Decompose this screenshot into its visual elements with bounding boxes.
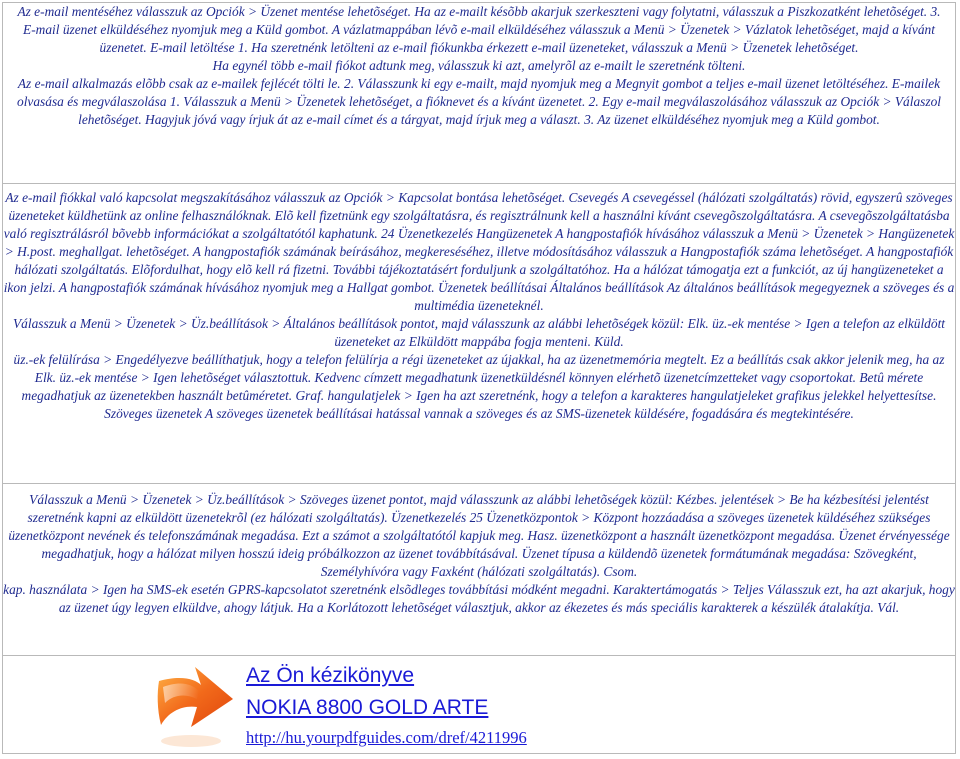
- divider: [3, 655, 955, 656]
- orange-arrow-icon: [155, 665, 235, 751]
- paragraph: üz.-ek felülírása > Engedélyezve beállíthatjuk, hogy a telefon felülírja a régi üzeneteket az újakkal, ha az üzenetmemória megtelt. Ez a beállítás csak akkor jelenik meg, ha az Elk. üz.-ek mentése > Igen lehetõséget választottuk. Kedvenc címzett megadhatunk üzenetküldésnél könnyen elérhetõ üzenetcímzetteket vagy csoportokat. Betû mérete megadhatjuk az üzenetekben használt betûméretet. Graf. hangulatjelek > Igen ha azt szeretnénk, hogy a telefon a karakteres hangulatjeleket grafikus jelekkel helyettesítse. Szöveges üzenetek A szöveges üzenetek beállításai hatással vannak a szöveges és az SMS-üzenetek küldésére, fogadására és megtekintésére.: [13, 352, 945, 421]
- section-email: [3, 3, 955, 129]
- footer-links: [246, 661, 527, 749]
- divider: [3, 183, 955, 184]
- section-chat-voicemail-settings: [3, 189, 955, 423]
- divider: [3, 483, 955, 484]
- paragraph: Válasszuk a Menü > Üzenetek > Üz.beállítások > Általános beállítások pontot, majd válasszunk az alábbi lehetõségek közül: Elk. üz.-ek mentése > Igen a telefon az elküldött üzeneteket az Elküldött mappába fogja menteni. Küld.: [12, 316, 946, 349]
- footer: [3, 657, 955, 755]
- paragraph: Az e-mail fiókkal való kapcsolat megszakításához válasszuk az Opciók > Kapcsolat bontása lehetõséget. Csevegés A csevegéssel (hálózati szolgáltatás) rövid, egyszerû szöveges üzeneteket küldhetünk az online felhasználóknak. Elõ kell fizetnünk egy szolgáltatásra, és regisztrálnunk kell a használni kívánt csevegõszolgáltatásra. A csevegõszolgáltatásba való regisztrálásról bõvebb információkat a szolgáltatótól kaphatunk. 24 Üzenetkezelés Hangüzenetek A hangpostafiók hívásához válasszuk a Menü > Üzenetek > Hangüzenetek > H.post. meghallgat. lehetõséget. A hangpostafiók számának beírásához, megkereséséhez, illetve módosításához válasszuk a Hangpostafiók száma lehetõséget. A hangpostafiók hálózati szolgáltatás. Elõfordulhat, hogy elõ kell rá fizetni. További tájékoztatásért forduljunk a szolgáltatóhoz. Ha a hálózat támogatja ezt a funkciót, az új hangüzeneteket a ikon jelzi. A hangpostafiók számának hívásához nyomjuk meg a Hallgat gombot. Üzenetek beállításai Általános beállítások Az általános beállítások megegyeznek a szöveges és a multimédia üzeneteknél.: [3, 190, 955, 313]
- paragraph: E-mail üzenet elküldéséhez nyomjuk meg a Küld gombot. A vázlatmappában lévõ e-mail elküldéséhez válasszuk a Menü > Üzenetek > Vázlatok lehetõséget, majd a kívánt üzenetet. E-mail letöltése 1. Ha szeretnénk letölteni az e-mail fiókunkba érkezett e-mail üzeneteket, válasszuk a Menü > Üzenetek lehetõséget.: [23, 22, 935, 55]
- paragraph: Ha egynél több e-mail fiókot adtunk meg, válasszuk ki azt, amelyrõl az e-mailt le szeretnénk tölteni.: [212, 58, 746, 73]
- paragraph: Az e-mail alkalmazás elõbb csak az e-mailek fejlécét tölti le. 2. Válasszunk ki egy e-mailt, majd nyomjuk meg a Megnyit gombot a teljes e-mail üzenet letöltéséhez. E-mailek olvasása és megválaszolása 1. Válasszuk a Menü > Üzenetek lehetõséget, a fióknevet és a kívánt üzenetet. 2. Egy e-mail megválaszolásához válasszuk az Opciók > Válaszol lehetõséget. Hagyjuk jóvá vagy írjuk át az e-mail címet és a tárgyat, majd írjuk meg a választ. 3. Az üzenet elküldéséhez nyomjuk meg a Küld gombot.: [17, 76, 941, 127]
- paragraph: kap. használata > Igen ha SMS-ek esetén GPRS-kapcsolatot szeretnénk elsõdleges továbbítási módként megadni. Karaktertámogatás > Teljes Válasszuk ezt, ha azt akarjuk, hogy az üzenet úgy legyen elküldve, ahogy látjuk. Ha a Korlátozott lehetõséget választjuk, akkor az ékezetes és más speciális karakterek a készülék átalakítja. Vál.: [3, 582, 955, 615]
- product-link[interactable]: NOKIA 8800 GOLD ARTE: [246, 696, 489, 719]
- manual-link[interactable]: Az Ön kézikönyve: [246, 664, 415, 687]
- url-link[interactable]: http://hu.yourpdfguides.com/dref/4211996: [246, 728, 527, 747]
- section-text-message-settings: [3, 491, 955, 617]
- page-frame: [2, 2, 956, 754]
- paragraph: Az e-mail mentéséhez válasszuk az Opciók > Üzenet mentése lehetõséget. Ha az e-mailt késõbb akarjuk szerkeszteni vagy folytatni, válasszuk a Piszkozatként lehetõséget. 3.: [17, 4, 941, 19]
- paragraph: Válasszuk a Menü > Üzenetek > Üz.beállítások > Szöveges üzenet pontot, majd válasszunk az alábbi lehetõségek közül: Kézbes. jelentések > Be ha kézbesítési jelentést szeretnénk kapni az elküldött üzenetekrõl (ez hálózati szolgáltatás). Üzenetkezelés 25 Üzenetközpontok > Központ hozzáadása a szöveges üzenetek küldéséhez szükséges üzenetközpont nevének és telefonszámának megadása. Ezt a számot a szolgáltatótól kapjuk meg. Hasz. üzenetközpont a használt üzenetközpont megadása. Üzenet érvényessége megadhatjuk, hogy a hálózat milyen hosszú ideig próbálkozzon az üzenet továbbításával. Üzenet típusa a küldendõ üzenetek formátumának megadása: Szövegként, Személyhívóra vagy Faxként (hálózati szolgáltatás). Csom.: [8, 492, 950, 579]
